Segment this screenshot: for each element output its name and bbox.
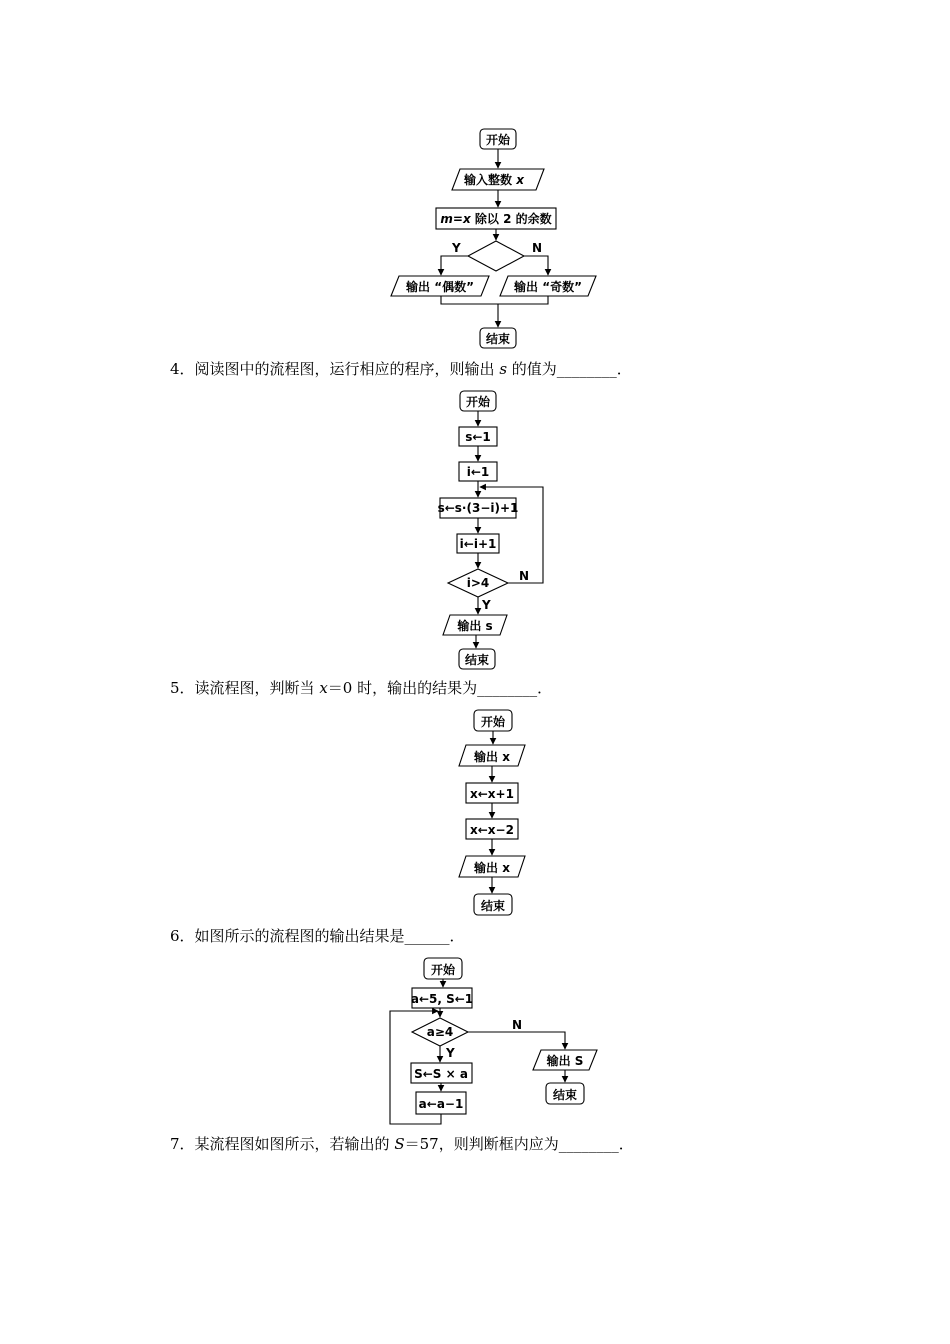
flow3-output-even-label: 输出 “偶数” (406, 280, 474, 294)
flow3-decision (468, 241, 524, 271)
flow5-end-label: 结束 (480, 899, 506, 913)
flow3-yes-label: Y (452, 241, 461, 255)
flow3-process-label: m=x 除以 2 的余数 (440, 212, 552, 226)
flow6-step1-label: S←S × a (414, 1067, 468, 1081)
question-4-var: s (499, 360, 508, 378)
question-6-text-a: 如图所示的流程图的输出结果是______． (194, 927, 465, 945)
flow4-init-s-label: s←1 (465, 430, 491, 444)
question-4-number: 4． (170, 360, 195, 378)
flow4-init-i-label: i←1 (466, 465, 490, 479)
question-7 (170, 1134, 634, 1154)
flow3-end-label: 结束 (485, 332, 511, 346)
question-5-number: 5． (170, 679, 195, 697)
flow4-cond-label: i>4 (466, 576, 490, 590)
question-4-text-a: 阅读图中的流程图，运行相应的程序，则输出 (194, 360, 500, 378)
flow4-yes-label: Y (482, 598, 491, 612)
flow4-output-label: 输出 s (457, 619, 493, 633)
question-5-var: x (319, 679, 328, 697)
flow4-update-i-label: i←i+1 (459, 537, 497, 551)
flow6-end-label: 结束 (552, 1088, 578, 1102)
flow3-output-odd-label: 输出 “奇数” (514, 280, 582, 294)
question-5 (170, 678, 552, 698)
question-5-text-a: 读流程图，判断当 (194, 679, 320, 697)
flow6-output-label: 输出 S (546, 1054, 584, 1068)
flow4-update-s-label: s←s·(3−i)+1 (437, 501, 519, 515)
question-4 (170, 359, 632, 379)
question-4-text-b: 的值为________． (507, 360, 632, 378)
flow6-yes-label: Y (446, 1046, 455, 1060)
flow6-step2-label: a←a−1 (418, 1097, 464, 1111)
flow6-no-label: N (512, 1018, 523, 1032)
flow5-step2-label: x←x−2 (470, 823, 514, 837)
question-6 (170, 926, 465, 946)
flow5-step1-label: x←x+1 (470, 787, 514, 801)
question-7-number: 7． (170, 1135, 195, 1153)
flow3-no-label: N (532, 241, 543, 255)
flow3-start-label: 开始 (485, 133, 511, 147)
flow4-no-label: N (519, 569, 530, 583)
question-7-text-b: ＝57，则判断框内应为________． (404, 1135, 634, 1153)
flow6-start-label: 开始 (430, 963, 456, 977)
question-5-text-b: ＝0 时，输出的结果为________． (327, 679, 553, 697)
flow5-start-label: 开始 (480, 715, 506, 729)
flow5-output1-label: 输出 x (474, 750, 510, 764)
flow4-start-label: 开始 (465, 395, 491, 409)
question-7-var: S (394, 1135, 405, 1153)
flow6-init-label: a←5, S←1 (410, 992, 474, 1006)
flow3-input-label: 输入整数 x (464, 173, 524, 187)
question-7-text-a: 某流程图如图所示，若输出的 (194, 1135, 395, 1153)
flow6-cond-label: a≥4 (426, 1025, 454, 1039)
flow5-output2-label: 输出 x (474, 861, 510, 875)
question-6-number: 6． (170, 927, 195, 945)
flow4-end-label: 结束 (464, 653, 490, 667)
